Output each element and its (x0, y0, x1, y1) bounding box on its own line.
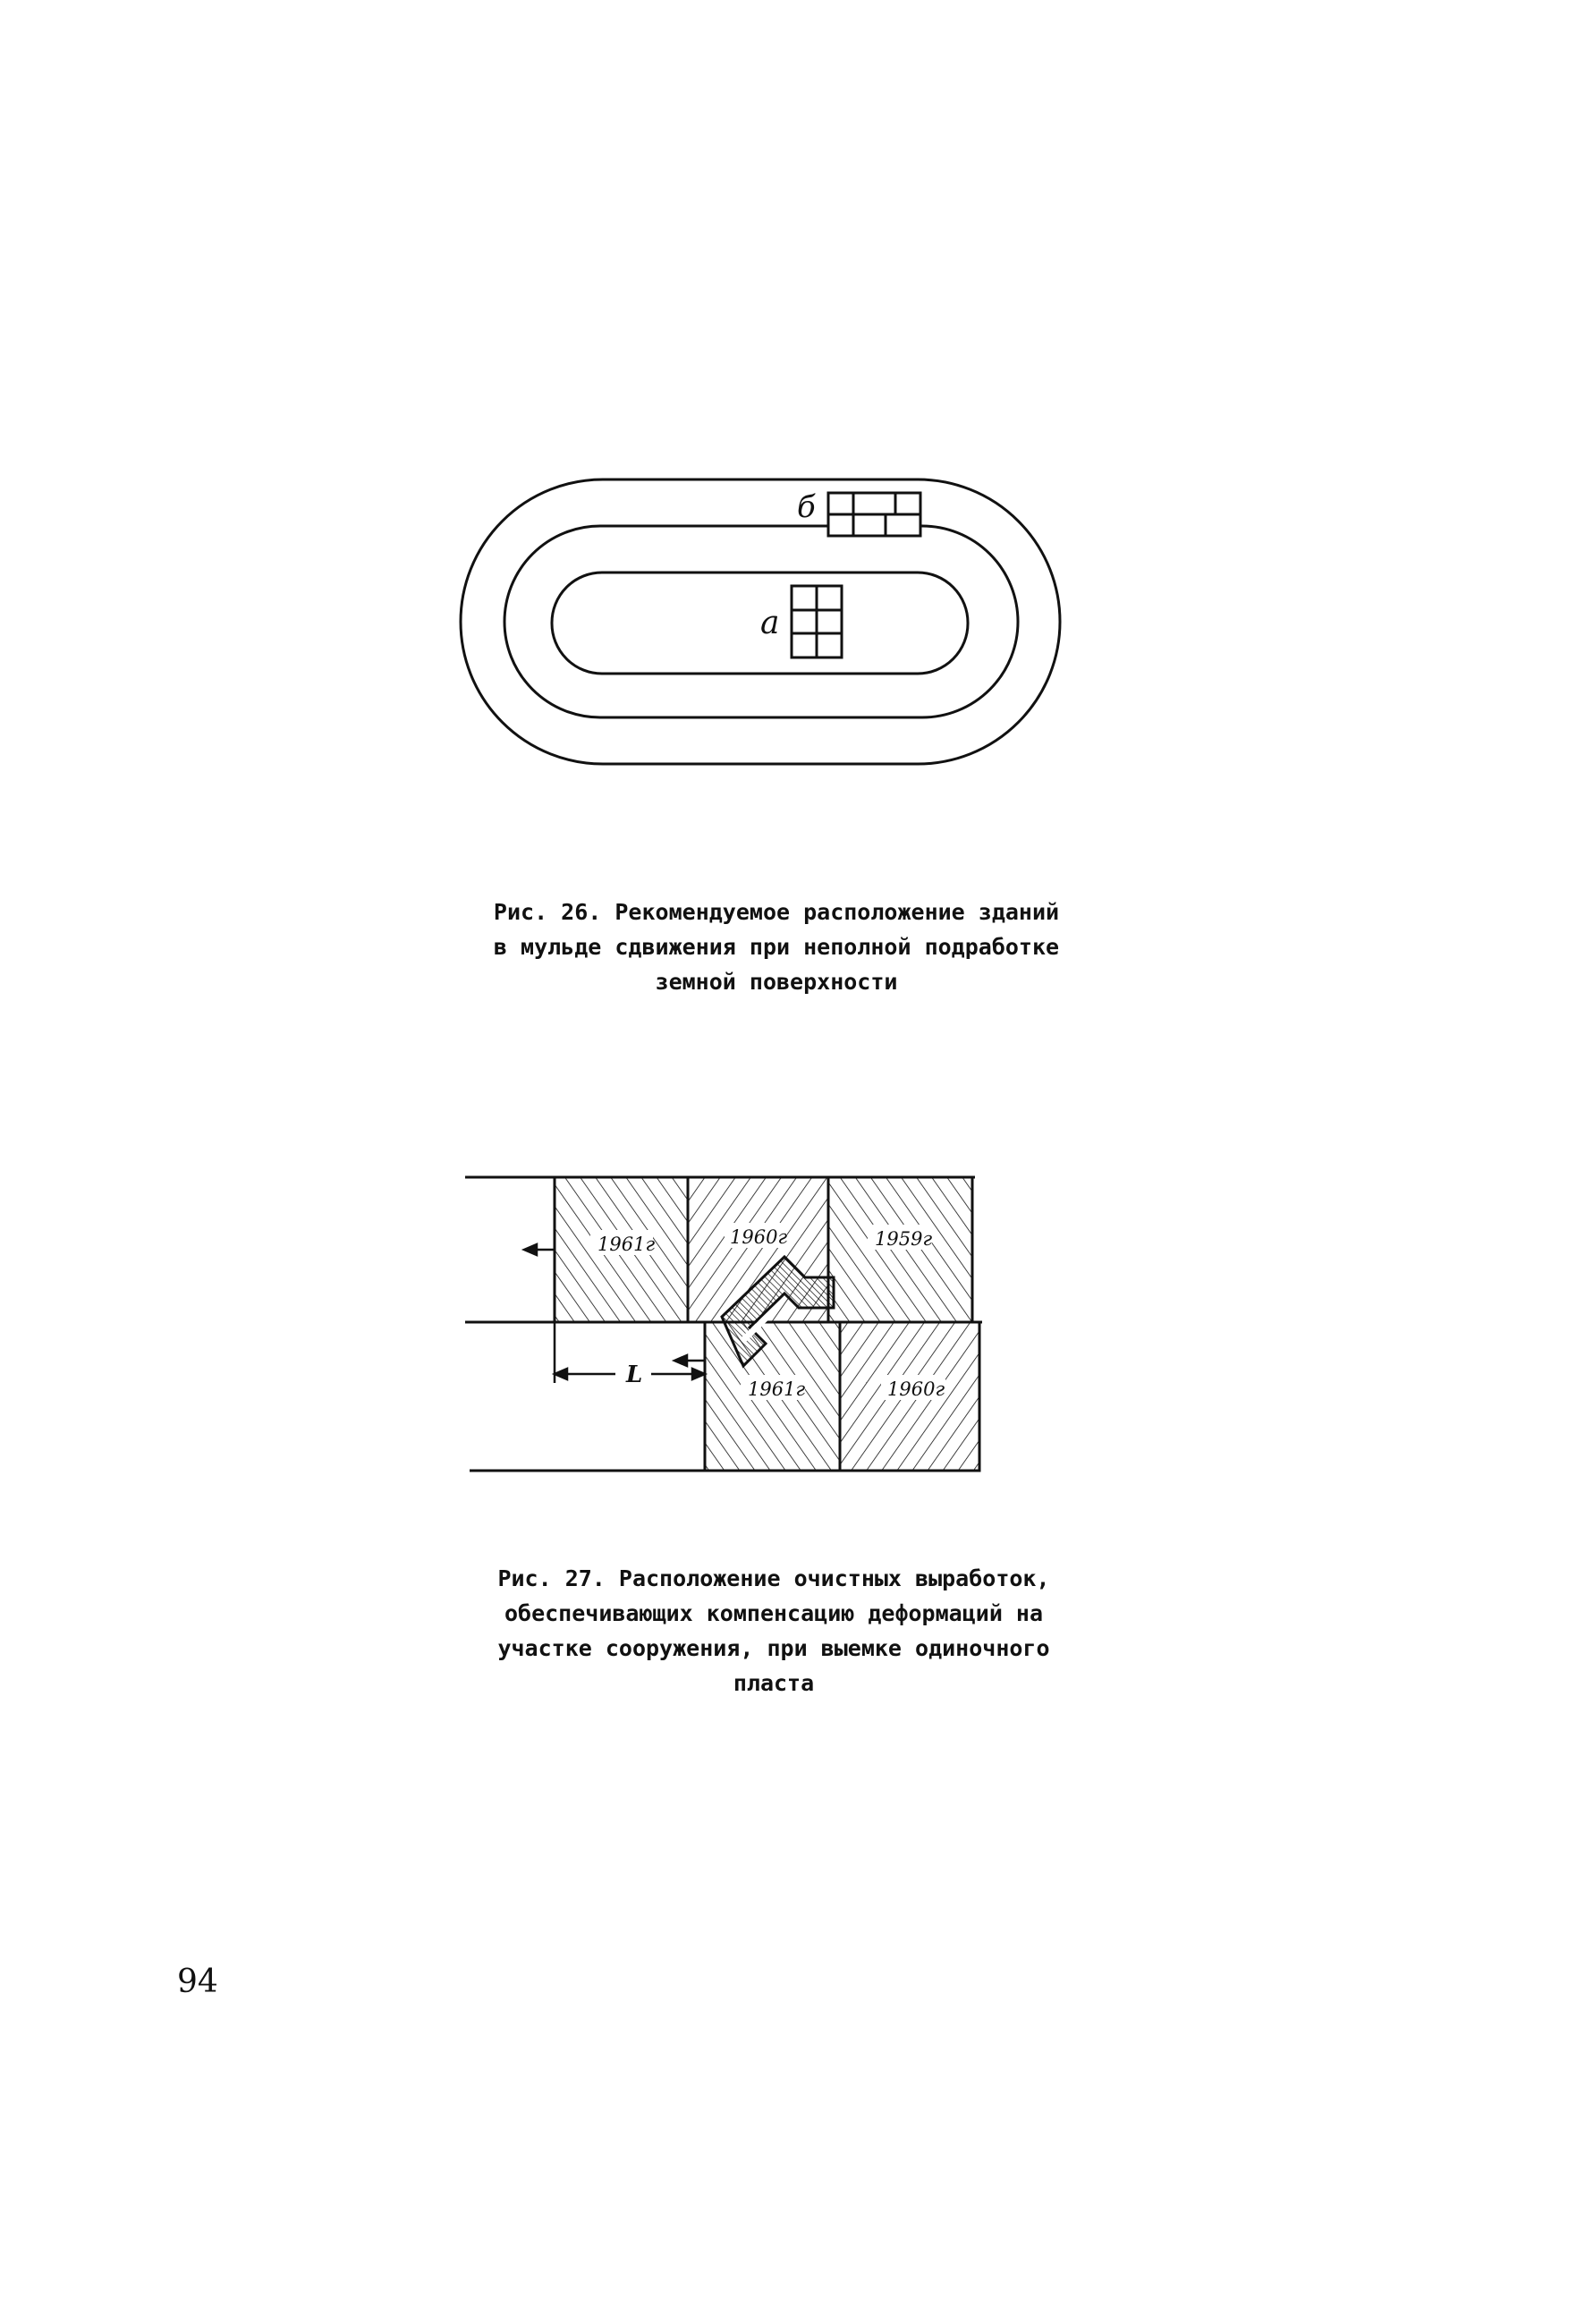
caption-line: в мульде сдвижения при неполной подработке (493, 934, 1060, 960)
building-b (828, 493, 920, 536)
distance-label: L (626, 1361, 643, 1388)
figure-26-subsidence-trough (447, 470, 1073, 774)
label-a: а (760, 605, 780, 641)
caption-line: Рис. 26. Рекомендуемое расположение зданий (493, 899, 1060, 925)
year-label-bottom-left: 1961г (748, 1378, 806, 1400)
caption-line: обеспечивающих компенсацию деформаций на (504, 1600, 1044, 1626)
caption-line: пласта (733, 1670, 815, 1696)
year-label-bottom-right: 1960г (887, 1378, 945, 1400)
figure-27-stope-layout (447, 1163, 1002, 1485)
year-label-top-middle: 1960г (730, 1226, 788, 1248)
figure-27-caption (429, 1561, 1118, 1701)
building-a (792, 586, 842, 657)
caption-line: Рис. 27. Расположение очистных выработок, (497, 1565, 1050, 1591)
label-b: б (797, 489, 816, 525)
figure-26-caption (437, 895, 1116, 999)
year-label-top-right: 1959г (875, 1228, 933, 1250)
page-number: 94 (177, 1964, 218, 2000)
caption-line: участке сооружения, при выемке одиночного (497, 1635, 1050, 1661)
caption-line: земной поверхности (655, 969, 898, 995)
year-label-top-left: 1961г (598, 1234, 656, 1255)
